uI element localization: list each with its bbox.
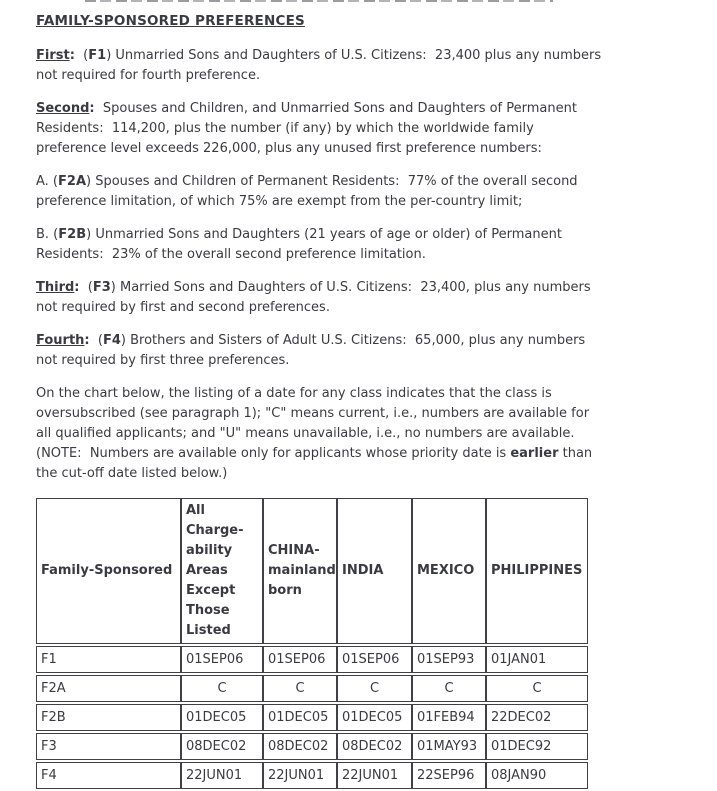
col-header-philippines: PHILIPPINES [486, 498, 588, 644]
table-row-f2b [36, 704, 588, 731]
cutoff-date-cell: 08DEC02 [337, 733, 412, 760]
paragraph-second-preference: Second: Spouses and Children, and Unmarried Sons and Daughters of Permanent Residents: 114,200, plus the number (if any) by which the worldwide family preference level exceeds 226,000, plus any unused first preference numbers: [36, 101, 582, 156]
cutoff-date-cell: 01SEP93 [412, 646, 486, 673]
cutoff-date-cell: 01DEC05 [181, 704, 263, 731]
cutoff-date-cell: 01MAY93 [412, 733, 486, 760]
table-row-f4 [36, 762, 588, 789]
cutoff-date-cell: 08DEC02 [263, 733, 337, 760]
table-row-f1 [36, 646, 588, 673]
paragraph-chart-explanation: On the chart below, the listing of a date for any class indicates that the class is oversubscribed (see paragraph 1); "C" means current, i.e., numbers are available for all qualified applicants; and "U" means unavailable, i.e., no numbers are available. (NOTE: Numbers are available only for applicants whose priority date is earlier than the cut-off date listed below.) [36, 386, 597, 481]
cutoff-date-cell: C [337, 675, 412, 702]
cutoff-date-cell: C [263, 675, 337, 702]
cutoff-date-cell: 01SEP06 [181, 646, 263, 673]
cutoff-date-cell: 01JAN01 [486, 646, 588, 673]
col-header-all-chargeability: All Charge-ability Areas Except Those Listed [181, 498, 263, 644]
cutoff-date-cell: 22JUN01 [181, 762, 263, 789]
cutoff-date-cell: 01SEP06 [337, 646, 412, 673]
table-row-f3 [36, 733, 588, 760]
table-row-f2a [36, 675, 588, 702]
cutoff-date-cell: 01DEC92 [486, 733, 588, 760]
paragraph-third-preference: Third: (F3) Married Sons and Daughters of U.S. Citizens: 23,400, plus any numbers not required by first and second preferences. [36, 280, 595, 315]
row-category: F3 [36, 733, 181, 760]
row-category: F2B [36, 704, 181, 731]
row-category: F1 [36, 646, 181, 673]
table-header-row [36, 498, 588, 644]
cutoff-date-cell: 08JAN90 [486, 762, 588, 789]
row-category: F2A [36, 675, 181, 702]
cutoff-date-cell: 22JUN01 [337, 762, 412, 789]
paragraph-f2a-subsection: A. (F2A) Spouses and Children of Permanent Residents: 77% of the overall second preference limitation, of which 75% are exempt from the per-country limit; [36, 174, 582, 209]
cutoff-date-cell: C [181, 675, 263, 702]
cutoff-date-cell: C [412, 675, 486, 702]
col-header-mexico: MEXICO [412, 498, 486, 644]
col-header-india: INDIA [337, 498, 412, 644]
page-title: FAMILY-SPONSORED PREFERENCES [36, 13, 305, 29]
row-category: F4 [36, 762, 181, 789]
cutoff-date-cell: 08DEC02 [181, 733, 263, 760]
document-content [36, 10, 606, 791]
paragraph-first-preference: First: (F1) Unmarried Sons and Daughters of U.S. Citizens: 23,400 plus any numbers not required for fourth preference. [36, 48, 606, 83]
paragraph-f2b-subsection: B. (F2B) Unmarried Sons and Daughters (21 years of age or older) of Permanent Residents: 23% of the overall second preference limitation. [36, 227, 567, 262]
clipped-text-remnant [85, 0, 553, 2]
cutoff-date-cell: 01DEC05 [337, 704, 412, 731]
cutoff-date-cell: 01SEP06 [263, 646, 337, 673]
paragraph-fourth-preference: Fourth: (F4) Brothers and Sisters of Adult U.S. Citizens: 65,000, plus any numbers not required by first three preferences. [36, 333, 590, 368]
family-sponsored-cutoff-table [36, 496, 588, 791]
cutoff-date-cell: C [486, 675, 588, 702]
cutoff-date-cell: 22SEP96 [412, 762, 486, 789]
cutoff-date-cell: 01FEB94 [412, 704, 486, 731]
cutoff-date-cell: 01DEC05 [263, 704, 337, 731]
cutoff-date-cell: 22DEC02 [486, 704, 588, 731]
col-header-family-sponsored: Family-Sponsored [36, 498, 181, 644]
cutoff-date-cell: 22JUN01 [263, 762, 337, 789]
col-header-china: CHINA-mainland born [263, 498, 337, 644]
